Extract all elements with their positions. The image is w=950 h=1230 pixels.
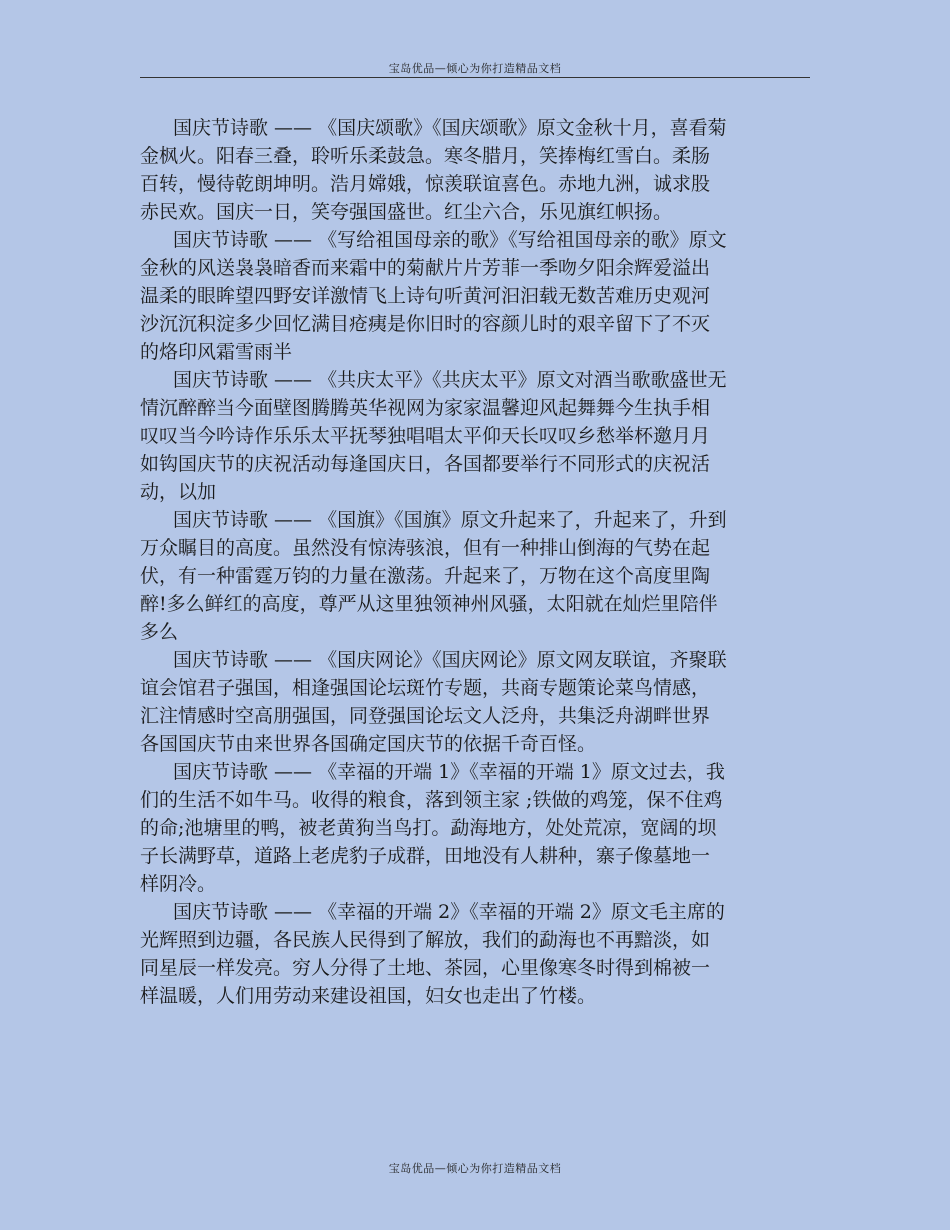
paragraph-line: 国庆节诗歌 —— 《写给祖国母亲的歌》《写给祖国母亲的歌》原文	[173, 229, 727, 251]
paragraph-line: 的命;池塘里的鸭，被老黄狗当鸟打。勐海地方，处处荒凉，宽阔的坝	[140, 817, 717, 839]
paragraph-line: 同星辰一样发亮。穷人分得了土地、茶园，心里像寒冬时得到棉被一	[140, 957, 711, 979]
paragraph	[140, 366, 788, 506]
paragraph	[140, 114, 788, 226]
paragraph-line: 叹叹当今吟诗作乐乐太平抚琴独唱唱太平仰天长叹叹乡愁举杯邀月月	[140, 425, 711, 447]
paragraph-line: 金枫火。阳春三叠，聆听乐柔鼓急。寒冬腊月，笑捧梅红雪白。柔肠	[140, 145, 711, 167]
paragraph	[140, 758, 788, 898]
paragraph-line: 们的生活不如牛马。收得的粮食，落到领主家 ;铁做的鸡笼，保不住鸡	[140, 789, 723, 811]
paragraph	[140, 898, 788, 1010]
paragraph	[140, 226, 788, 366]
paragraph-line: 醉!多么鲜红的高度，尊严从这里独领神州风骚，太阳就在灿烂里陪伴	[140, 593, 718, 615]
paragraph-line: 温柔的眼眸望四野安详激情飞上诗句听黄河汩汩载无数苦难历史观河	[140, 285, 711, 307]
paragraph-line: 的烙印风霜雪雨半	[140, 341, 293, 363]
paragraph-line: 伏，有一种雷霆万钧的力量在激荡。升起来了，万物在这个高度里陶	[140, 565, 711, 587]
paragraph-line: 国庆节诗歌 —— 《国庆颂歌》《国庆颂歌》原文金秋十月，喜看菊	[173, 117, 727, 139]
paragraph-line: 万众瞩目的高度。虽然没有惊涛骇浪，但有一种排山倒海的气势在起	[140, 537, 711, 559]
paragraph-line: 国庆节诗歌 —— 《国旗》《国旗》原文升起来了，升起来了，升到	[173, 509, 727, 531]
paragraph-line: 样温暖，人们用劳动来建设祖国，妇女也走出了竹楼。	[140, 985, 597, 1007]
paragraph	[140, 506, 788, 646]
paragraph-line: 国庆节诗歌 —— 《幸福的开端 1》《幸福的开端 1》原文过去，我	[173, 761, 725, 783]
page-header-text: 宝岛优品—倾心为你打造精品文档	[388, 62, 562, 75]
paragraph-line: 国庆节诗歌 —— 《共庆太平》《共庆太平》原文对酒当歌歌盛世无	[173, 369, 727, 391]
paragraph-line: 百转，慢待乾朗坤明。浩月嫦娥，惊羡联谊喜色。赤地九洲，诚求股	[140, 173, 711, 195]
page-footer-text: 宝岛优品—倾心为你打造精品文档	[388, 1162, 562, 1175]
paragraph-line: 沙沉沉积淀多少回忆满目疮痍是你旧时的容颜儿时的艰辛留下了不灭	[140, 313, 711, 335]
paragraph-line: 赤民欢。国庆一日，笑夸强国盛世。红尘六合，乐见旗红帜扬。	[140, 201, 673, 223]
paragraph-line: 谊会馆君子强国，相逢强国论坛斑竹专题，共商专题策论菜鸟情感，	[140, 677, 711, 699]
paragraph-line: 样阴冷。	[140, 873, 217, 895]
paragraph-line: 汇注情感时空高朋强国，同登强国论坛文人泛舟，共集泛舟湖畔世界	[140, 705, 711, 727]
paragraph	[140, 646, 788, 758]
paragraph-line: 金秋的风送袅袅暗香而来霜中的菊献片片芳菲一季吻夕阳余辉爱溢出	[140, 257, 711, 279]
header-divider	[140, 77, 810, 78]
paragraph-line: 情沉醉醉当今面壁图腾腾英华视网为家家温馨迎风起舞舞今生执手相	[140, 397, 711, 419]
paragraph-line: 子长满野草，道路上老虎豹子成群，田地没有人耕种，寨子像墓地一	[140, 845, 711, 867]
paragraph-line: 动，以加	[140, 481, 217, 503]
paragraph-line: 国庆节诗歌 —— 《幸福的开端 2》《幸福的开端 2》原文毛主席的	[173, 901, 725, 923]
paragraph-line: 如钩国庆节的庆祝活动每逢国庆日，各国都要举行不同形式的庆祝活	[140, 453, 711, 475]
paragraph-line: 国庆节诗歌 —— 《国庆网论》《国庆网论》原文网友联谊，齐聚联	[173, 649, 727, 671]
paragraph-line: 光辉照到边疆，各民族人民得到了解放，我们的勐海也不再黯淡，如	[140, 929, 711, 951]
paragraph-line: 多么	[140, 621, 179, 643]
document-body	[140, 114, 788, 1010]
paragraph-line: 各国国庆节由来世界各国确定国庆节的依据千奇百怪。	[140, 733, 597, 755]
